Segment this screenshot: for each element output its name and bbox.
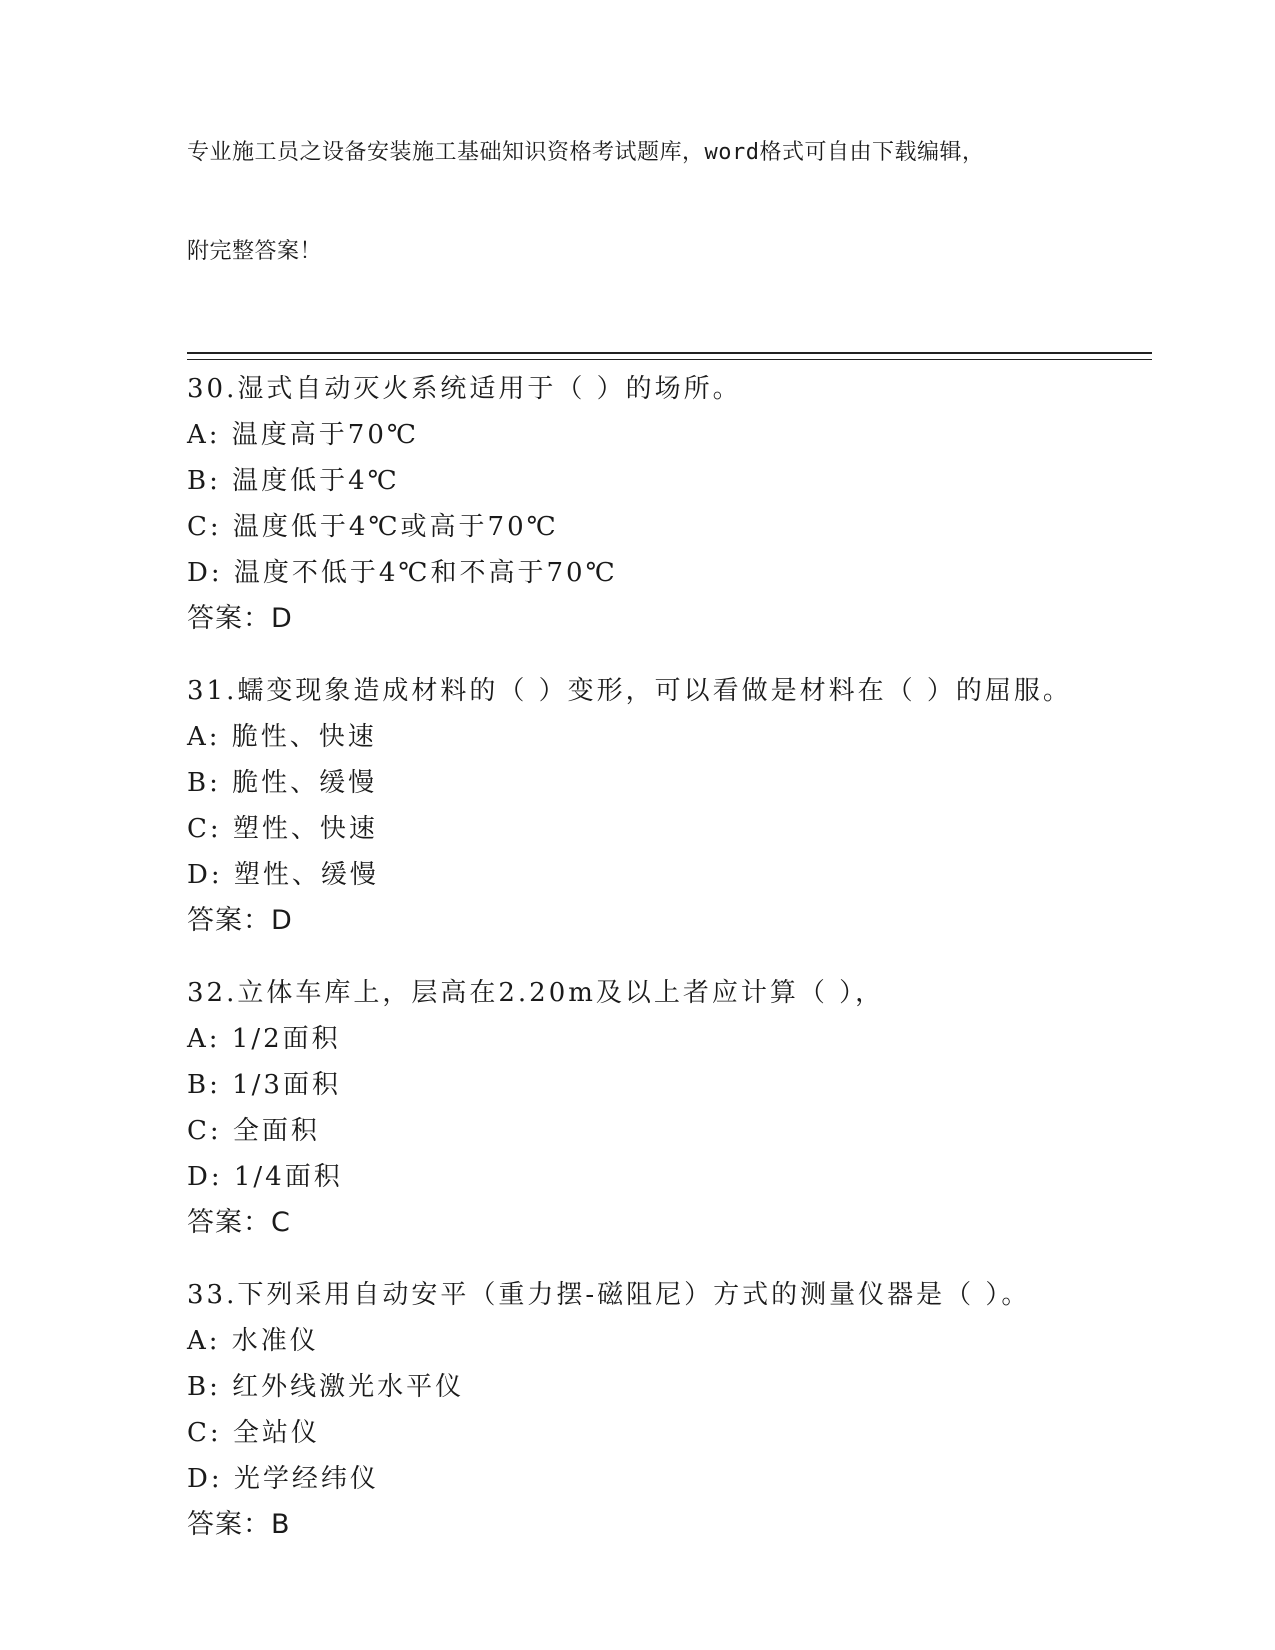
question-30 [187, 366, 1152, 642]
question-32 [187, 970, 1152, 1246]
question-33 [187, 1272, 1152, 1548]
answer-line: 答案：D [187, 603, 293, 634]
option-a: A: 水准仪 [187, 1326, 319, 1356]
answer-line: 答案：B [187, 1509, 291, 1540]
header-line-1: 专业施工员之设备安装施工基础知识资格考试题库，word格式可自由下载编辑， [187, 140, 985, 165]
answer-line: 答案：D [187, 905, 293, 936]
option-b: B: 脆性、缓慢 [187, 768, 378, 798]
question-31 [187, 668, 1152, 944]
option-b: B: 温度低于4℃ [187, 466, 400, 496]
option-a: A: 温度高于70℃ [187, 420, 419, 450]
option-c: C: 全面积 [187, 1116, 320, 1146]
option-b: B: 红外线激光水平仪 [187, 1372, 465, 1402]
option-d: D: 塑性、缓慢 [187, 860, 379, 890]
option-c: C: 塑性、快速 [187, 814, 378, 844]
question-stem: 31.蠕变现象造成材料的（ ）变形，可以看做是材料在（ ）的屈服。 [187, 676, 1072, 706]
option-c: C: 全站仪 [187, 1418, 320, 1448]
question-stem: 33.下列采用自动安平（重力摆-磁阻尼）方式的测量仪器是（ ）。 [187, 1280, 1031, 1310]
question-stem: 32.立体车库上，层高在2.20m及以上者应计算（ ）， [187, 978, 885, 1008]
option-a: A: 脆性、快速 [187, 722, 377, 752]
option-b: B: 1/3面积 [187, 1070, 341, 1100]
answer-line: 答案：C [187, 1207, 291, 1238]
option-d: D: 光学经纬仪 [187, 1464, 379, 1494]
option-d: D: 温度不低于4℃和不高于70℃ [187, 558, 618, 588]
header-line-2: 附完整答案！ [187, 239, 323, 264]
option-c: C: 温度低于4℃或高于70℃ [187, 512, 559, 542]
question-stem: 30.湿式自动灭火系统适用于（ ）的场所。 [187, 374, 742, 404]
header-divider [187, 352, 1152, 360]
document-page [187, 70, 1152, 1548]
option-d: D: 1/4面积 [187, 1162, 343, 1192]
document-header [187, 70, 1152, 334]
option-a: A: 1/2面积 [187, 1024, 341, 1054]
